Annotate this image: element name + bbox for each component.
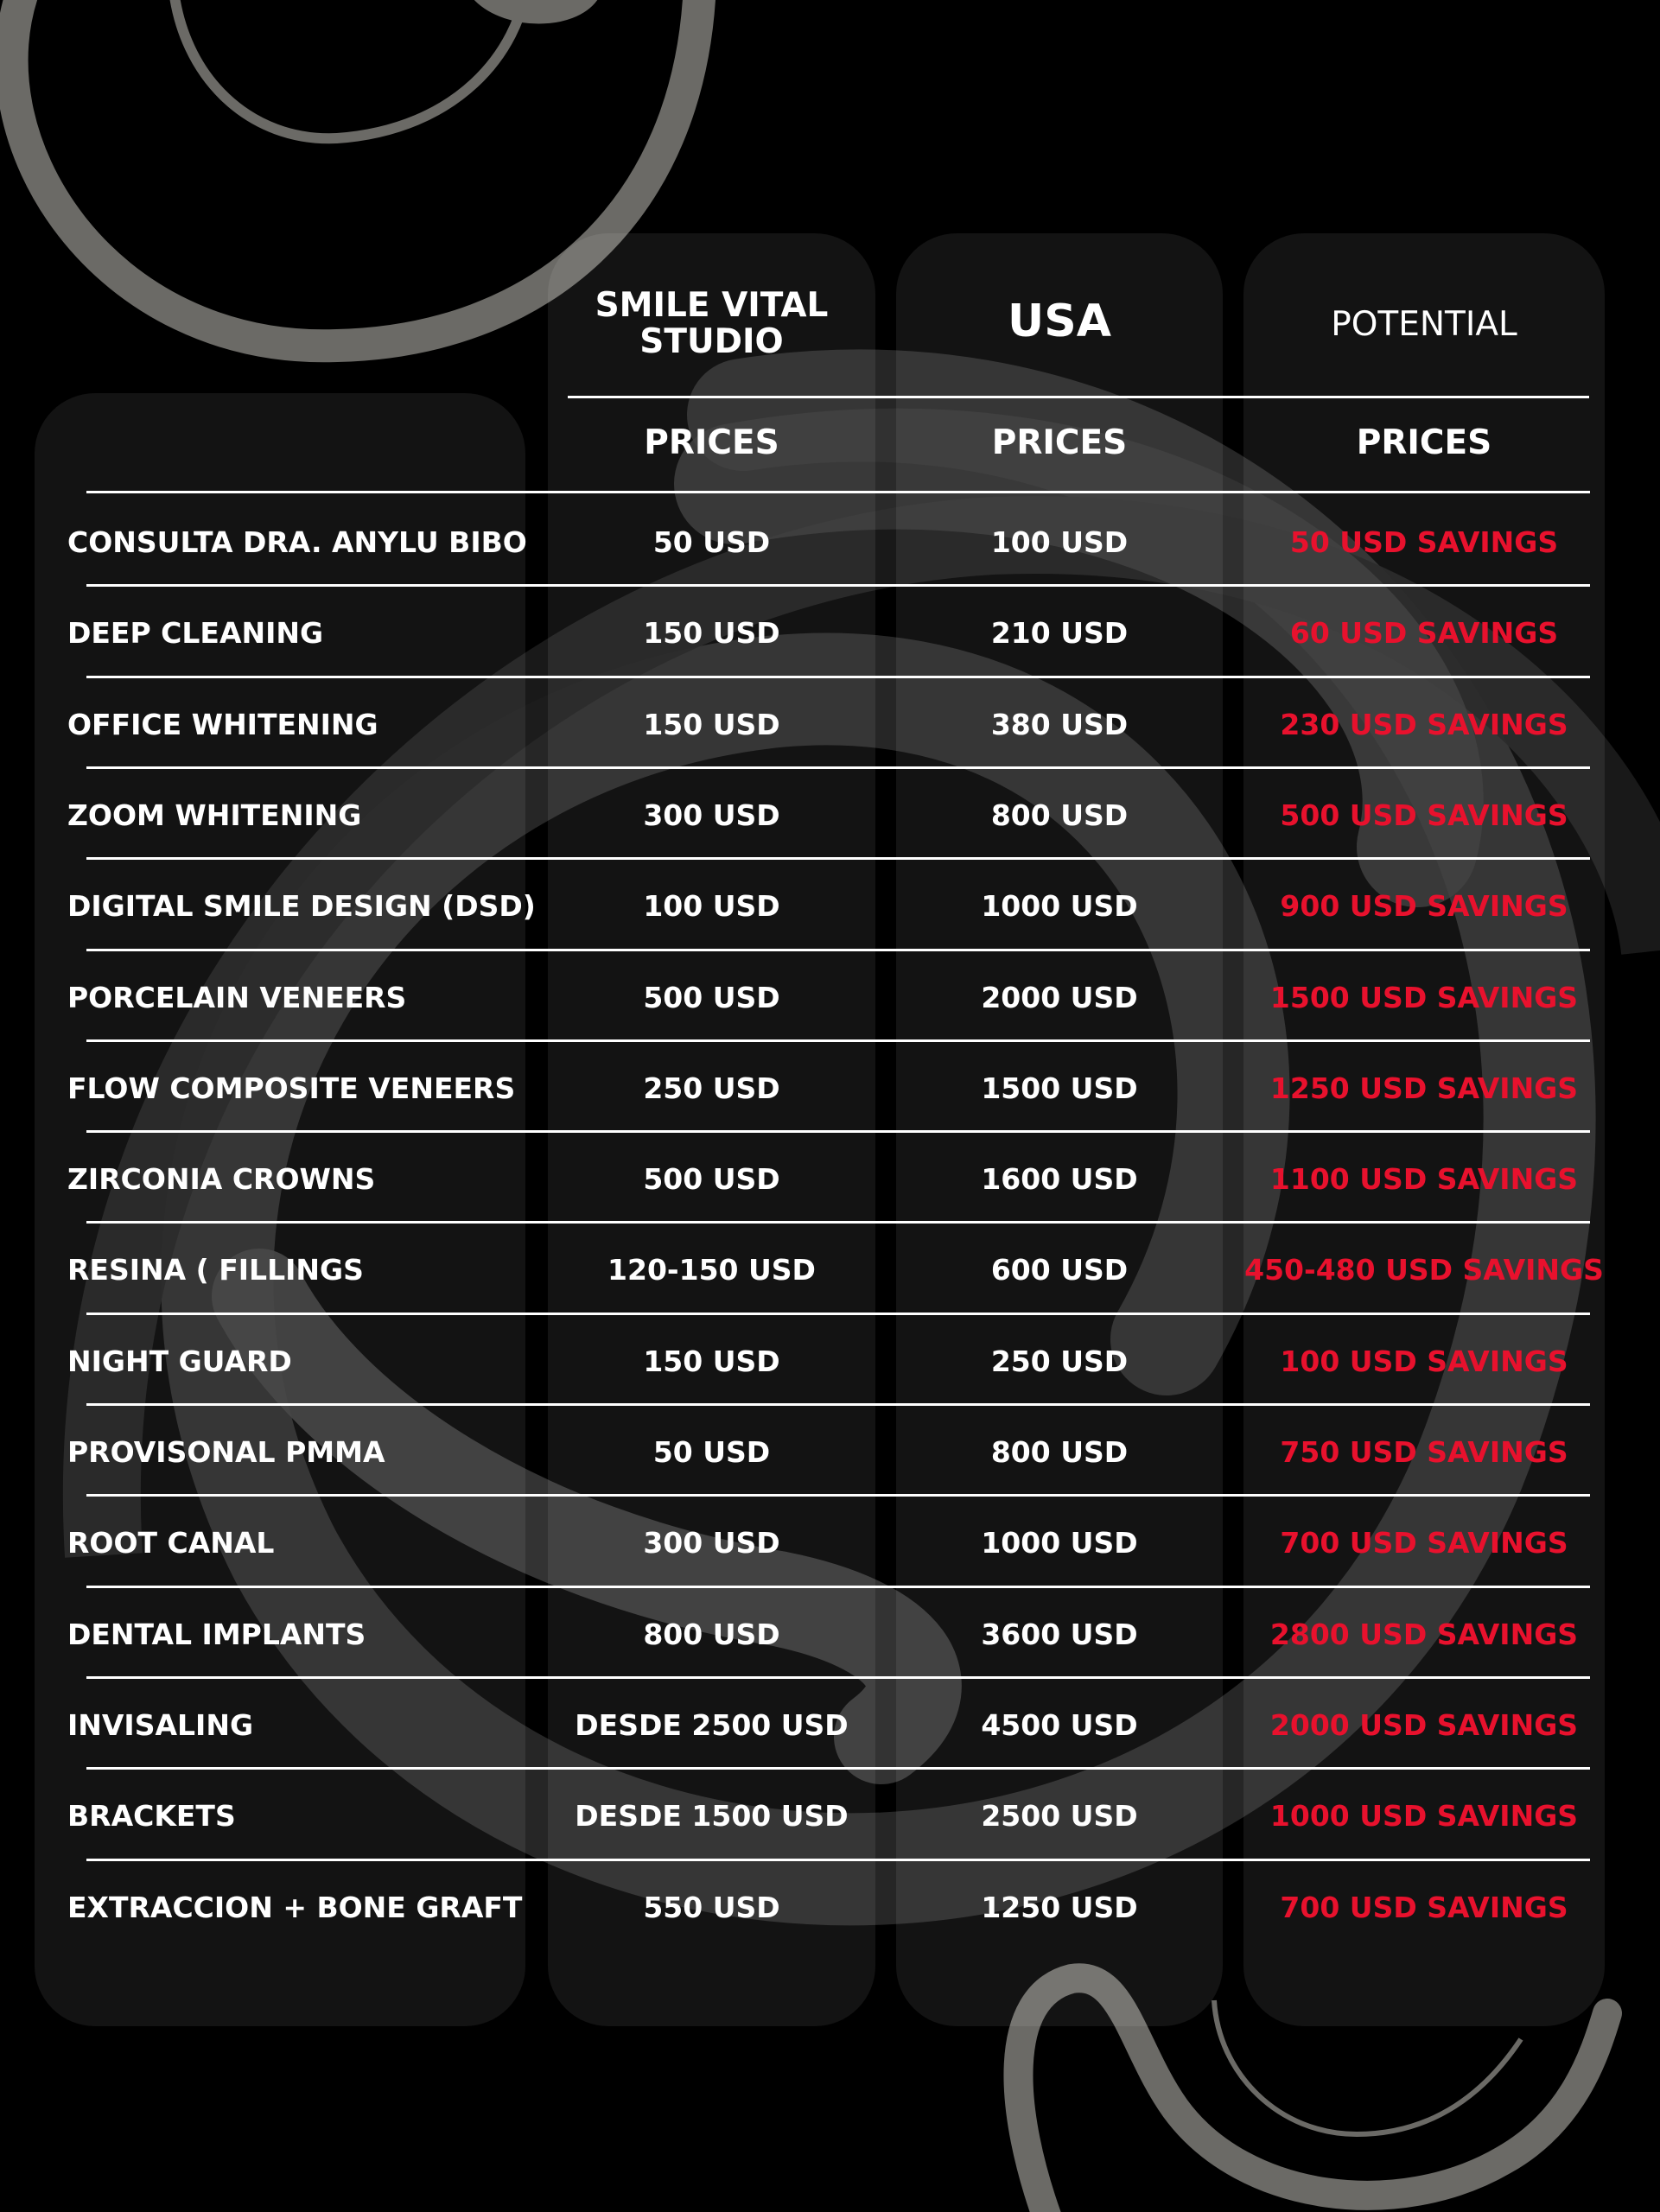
- header-usa: USA: [1008, 296, 1111, 347]
- row-divider: [86, 1676, 1590, 1679]
- smile-vital-price: 550 USD: [643, 1890, 780, 1924]
- table-row: [0, 1043, 1660, 1134]
- usa-price: 2500 USD: [981, 1799, 1138, 1834]
- service-name: NIGHT GUARD: [67, 1344, 292, 1378]
- table-row: [0, 952, 1660, 1043]
- smile-vital-price: DESDE 2500 USD: [575, 1707, 849, 1742]
- service-name: ZOOM WHITENING: [67, 798, 362, 832]
- smile-vital-price: 300 USD: [643, 798, 780, 832]
- savings-amount: 700 USD SAVINGS: [1280, 1526, 1568, 1560]
- row-divider: [86, 949, 1590, 951]
- row-divider: [86, 766, 1590, 769]
- savings-amount: 2800 USD SAVINGS: [1269, 1617, 1579, 1651]
- table-row: [0, 1224, 1660, 1315]
- usa-price: 210 USD: [990, 616, 1129, 651]
- savings-amount: 450-480 USD SAVINGS: [1244, 1253, 1604, 1287]
- subheader-usa-prices: PRICES: [991, 423, 1128, 462]
- row-divider: [86, 1221, 1590, 1224]
- row-divider: [86, 1403, 1590, 1406]
- row-divider: [86, 1313, 1590, 1315]
- savings-amount: 500 USD SAVINGS: [1280, 798, 1568, 832]
- header-divider: [568, 396, 1589, 398]
- savings-amount: 230 USD SAVINGS: [1280, 707, 1568, 741]
- usa-price: 380 USD: [990, 707, 1129, 741]
- service-name: PROVISONAL PMMA: [67, 1435, 385, 1469]
- row-divider: [86, 676, 1590, 678]
- table-row: [0, 770, 1660, 861]
- savings-amount: 1250 USD SAVINGS: [1269, 1071, 1579, 1105]
- service-name: PORCELAIN VENEERS: [67, 980, 407, 1014]
- row-divider: [86, 857, 1590, 860]
- service-name: CONSULTA DRA. ANYLU BIBO: [67, 525, 527, 559]
- table-row: [0, 1316, 1660, 1407]
- service-name: RESINA ( FILLINGS: [67, 1253, 364, 1287]
- smile-vital-price: 250 USD: [643, 1071, 780, 1105]
- smile-vital-price: 100 USD: [643, 889, 780, 924]
- table-row: [0, 1407, 1660, 1497]
- smile-vital-price: 500 USD: [643, 1162, 780, 1197]
- table-row: [0, 1589, 1660, 1680]
- usa-price: 250 USD: [990, 1344, 1129, 1378]
- savings-amount: 1100 USD SAVINGS: [1269, 1162, 1579, 1197]
- usa-price: 4500 USD: [981, 1707, 1138, 1742]
- smile-vital-price: 50 USD: [652, 525, 771, 559]
- row-divider: [86, 1767, 1590, 1770]
- service-name: ZIRCONIA CROWNS: [67, 1162, 376, 1197]
- table-row: [0, 679, 1660, 770]
- usa-price: 1000 USD: [981, 889, 1138, 924]
- service-name: DENTAL IMPLANTS: [67, 1617, 366, 1651]
- header-potential: POTENTIAL: [1331, 305, 1517, 344]
- service-name: ROOT CANAL: [67, 1526, 275, 1560]
- row-divider: [86, 491, 1590, 493]
- service-name: DEEP CLEANING: [67, 616, 324, 651]
- subheader-potential-prices: PRICES: [1356, 423, 1492, 462]
- usa-price: 1500 USD: [981, 1071, 1138, 1105]
- savings-amount: 60 USD SAVINGS: [1289, 616, 1559, 651]
- usa-price: 2000 USD: [981, 980, 1138, 1014]
- usa-price: 1600 USD: [981, 1162, 1138, 1197]
- row-divider: [86, 1039, 1590, 1042]
- usa-price: 800 USD: [990, 1435, 1129, 1469]
- table-row: [0, 861, 1660, 951]
- smile-vital-price: 120-150 USD: [607, 1253, 816, 1287]
- table-row: [0, 588, 1660, 678]
- savings-amount: 750 USD SAVINGS: [1280, 1435, 1568, 1469]
- smile-vital-price: 50 USD: [652, 1435, 771, 1469]
- savings-amount: 2000 USD SAVINGS: [1269, 1707, 1579, 1742]
- service-name: EXTRACCION + BONE GRAFT: [67, 1890, 523, 1924]
- savings-amount: 1500 USD SAVINGS: [1269, 980, 1579, 1014]
- smile-vital-price: 150 USD: [643, 616, 780, 651]
- service-name: BRACKETS: [67, 1799, 236, 1834]
- table-row: [0, 1770, 1660, 1861]
- row-divider: [86, 1859, 1590, 1861]
- savings-amount: 700 USD SAVINGS: [1280, 1890, 1568, 1924]
- savings-amount: 50 USD SAVINGS: [1289, 525, 1559, 559]
- table-row: [0, 1680, 1660, 1770]
- row-divider: [86, 1586, 1590, 1588]
- table-row: [0, 497, 1660, 588]
- row-divider: [86, 584, 1590, 587]
- table-row: [0, 1497, 1660, 1588]
- row-divider: [86, 1494, 1590, 1497]
- savings-amount: 100 USD SAVINGS: [1280, 1344, 1568, 1378]
- usa-price: 3600 USD: [981, 1617, 1138, 1651]
- smile-vital-price: 800 USD: [643, 1617, 780, 1651]
- table-row: [0, 1862, 1660, 1953]
- usa-price: 100 USD: [990, 525, 1129, 559]
- row-divider: [86, 1130, 1590, 1133]
- service-name: DIGITAL SMILE DESIGN (DSD): [67, 889, 536, 924]
- smile-vital-price: DESDE 1500 USD: [575, 1799, 849, 1834]
- header-smile-vital: SMILE VITAL STUDIO: [595, 286, 829, 361]
- service-name: INVISALING: [67, 1707, 254, 1742]
- smile-vital-price: 500 USD: [643, 980, 780, 1014]
- savings-amount: 1000 USD SAVINGS: [1269, 1799, 1579, 1834]
- smile-vital-price: 300 USD: [643, 1526, 780, 1560]
- service-name: OFFICE WHITENING: [67, 707, 378, 741]
- usa-price: 600 USD: [990, 1253, 1129, 1287]
- service-name: FLOW COMPOSITE VENEERS: [67, 1071, 516, 1105]
- subheader-smile-prices: PRICES: [644, 423, 779, 462]
- savings-amount: 900 USD SAVINGS: [1280, 889, 1568, 924]
- usa-price: 1000 USD: [981, 1526, 1138, 1560]
- smile-vital-price: 150 USD: [643, 707, 780, 741]
- smile-vital-price: 150 USD: [643, 1344, 780, 1378]
- table-row: [0, 1134, 1660, 1224]
- usa-price: 800 USD: [990, 798, 1129, 832]
- usa-price: 1250 USD: [981, 1890, 1138, 1924]
